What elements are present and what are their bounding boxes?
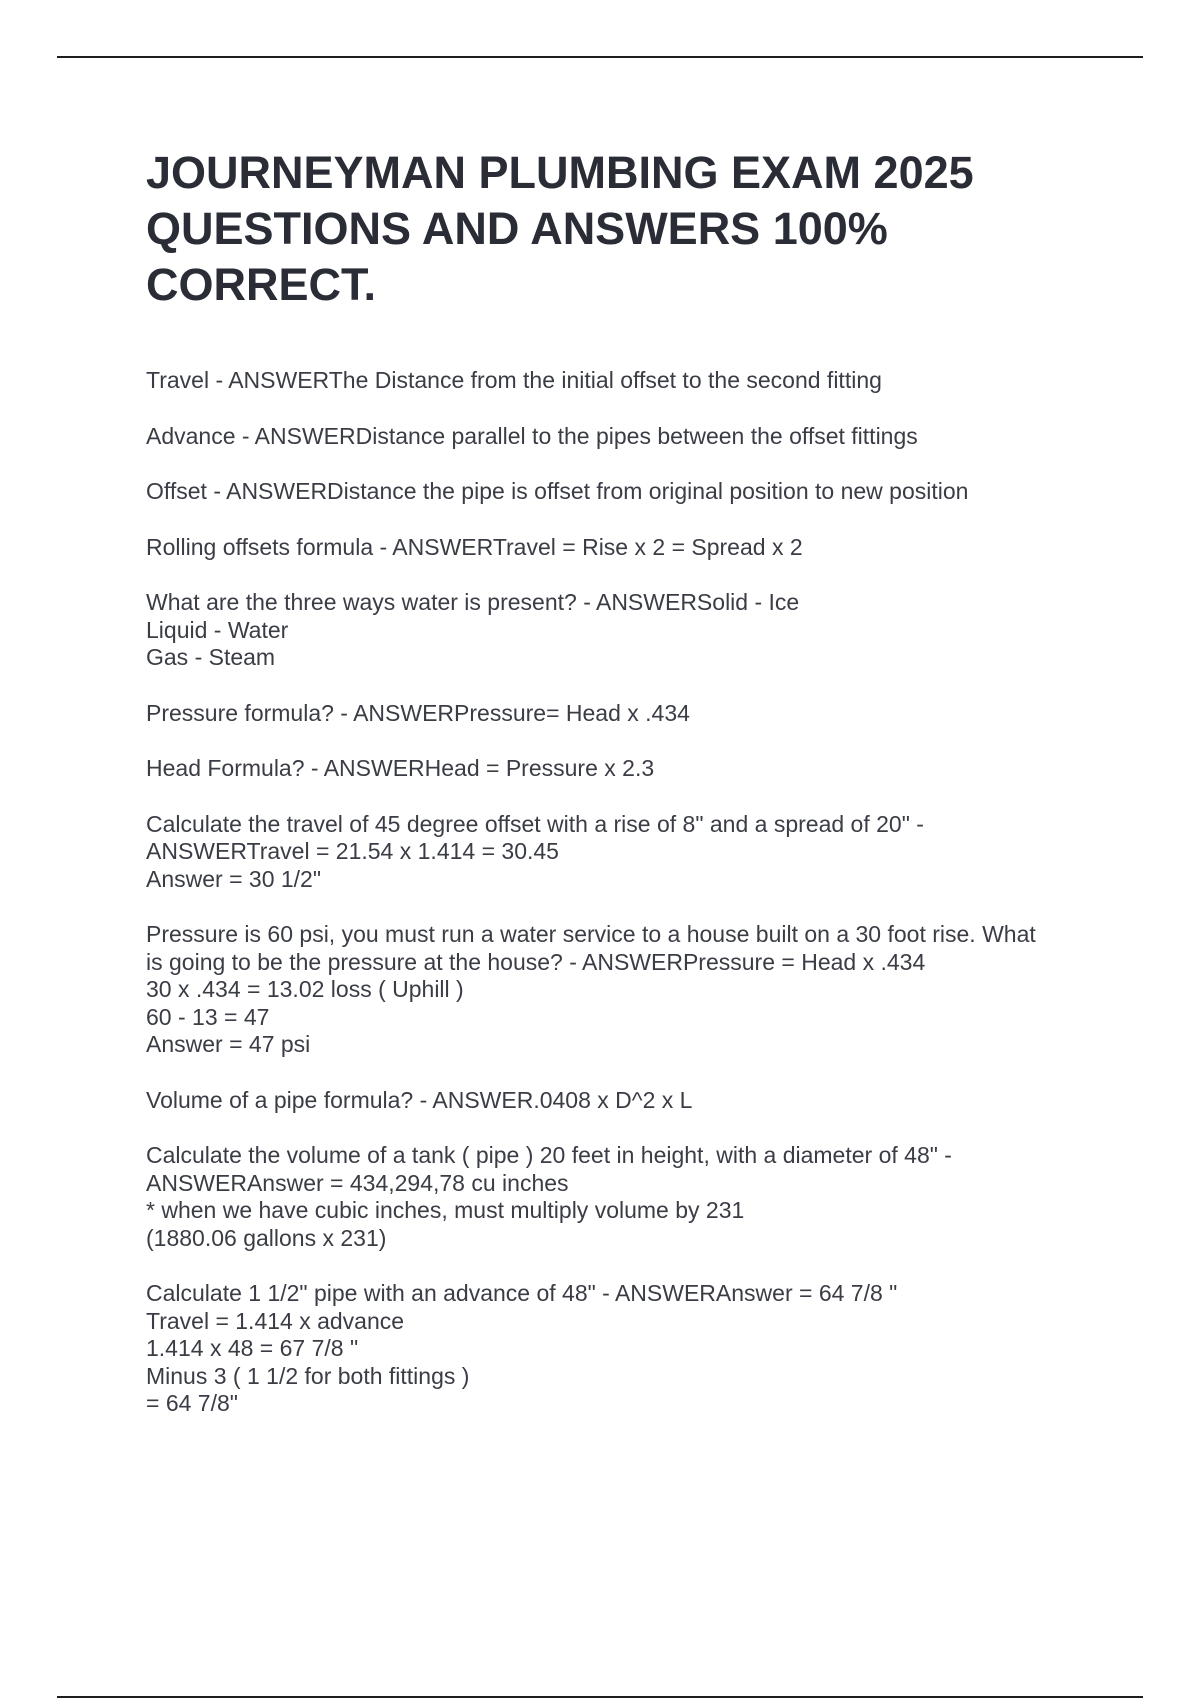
qa-line: * when we have cubic inches, must multiply volume by 231 (146, 1197, 745, 1223)
qa-line: = 64 7/8" (146, 1390, 238, 1416)
qa-line: Pressure formula? - ANSWERPressure= Head x .434 (146, 699, 690, 726)
qa-item-advance (146, 423, 1086, 451)
qa-line: ANSWERAnswer = 434,294,78 cu inches (146, 1169, 569, 1196)
qa-line: Minus 3 ( 1 1/2 for both fittings ) (146, 1362, 470, 1389)
qa-line: Travel = 1.414 x advance (146, 1307, 405, 1334)
qa-line: Calculate the volume of a tank ( pipe ) 20 feet in height, with a diameter of 48" - (146, 1142, 952, 1168)
qa-item-water-states (146, 589, 1086, 672)
qa-line: Offset - ANSWERDistance the pipe is offset from original position to new position (146, 478, 969, 504)
qa-item-travel (146, 367, 1086, 395)
qa-item-offset (146, 478, 1086, 506)
bottom-rule (57, 1696, 1143, 1698)
qa-line: ANSWERTravel = 21.54 x 1.414 = 30.45 (146, 838, 559, 864)
qa-item-tank-volume (146, 1142, 1086, 1252)
title-line: JOURNEYMAN PLUMBING EXAM 2025 (146, 147, 974, 198)
qa-item-head-formula (146, 755, 1086, 783)
qa-line: Travel - ANSWERThe Distance from the initial offset to the second fitting (146, 367, 882, 393)
qa-line: Answer = 30 1/2" (146, 865, 322, 892)
qa-item-pipe-volume-formula (146, 1087, 1086, 1115)
qa-item-pipe-advance (146, 1280, 1086, 1418)
qa-line: (1880.06 gallons x 231) (146, 1224, 387, 1251)
qa-line: Calculate 1 1/2" pipe with an advance of 48" - ANSWERAnswer = 64 7/8 " (146, 1280, 898, 1306)
qa-line: Volume of a pipe formula? - ANSWER.0408 x D^2 x L (146, 1086, 693, 1113)
qa-line: Head Formula? - ANSWERHead = Pressure x 2.3 (146, 755, 655, 781)
qa-line: 30 x .434 = 13.02 loss ( Uphill ) (146, 976, 464, 1002)
qa-line: What are the three ways water is present? - ANSWERSolid - Ice (146, 589, 800, 615)
title-line: QUESTIONS AND ANSWERS 100% (146, 203, 888, 254)
qa-line: Advance - ANSWERDistance parallel to the pipes between the offset fittings (146, 422, 918, 449)
qa-item-travel-calculation (146, 811, 1086, 894)
qa-list (146, 367, 1086, 1446)
qa-line: Calculate the travel of 45 degree offset with a rise of 8" and a spread of 20" - (146, 810, 924, 837)
qa-line: Pressure is 60 psi, you must run a water service to a house built on a 30 foot rise. What (146, 921, 1036, 947)
qa-item-pressure-at-house (146, 921, 1086, 1059)
qa-line: Gas - Steam (146, 644, 276, 670)
page-title (146, 145, 1106, 313)
qa-item-rolling-offsets (146, 534, 1086, 562)
title-line: CORRECT. (146, 259, 377, 310)
qa-line: is going to be the pressure at the house? - ANSWERPressure = Head x .434 (146, 948, 926, 975)
qa-line: 1.414 x 48 = 67 7/8 " (146, 1335, 359, 1361)
qa-line: 60 - 13 = 47 (146, 1003, 270, 1030)
qa-line: Answer = 47 psi (146, 1031, 311, 1057)
qa-line: Liquid - Water (146, 616, 289, 643)
qa-item-pressure-formula (146, 700, 1086, 728)
top-rule (57, 56, 1143, 58)
qa-line: Rolling offsets formula - ANSWERTravel = Rise x 2 = Spread x 2 (146, 533, 803, 560)
